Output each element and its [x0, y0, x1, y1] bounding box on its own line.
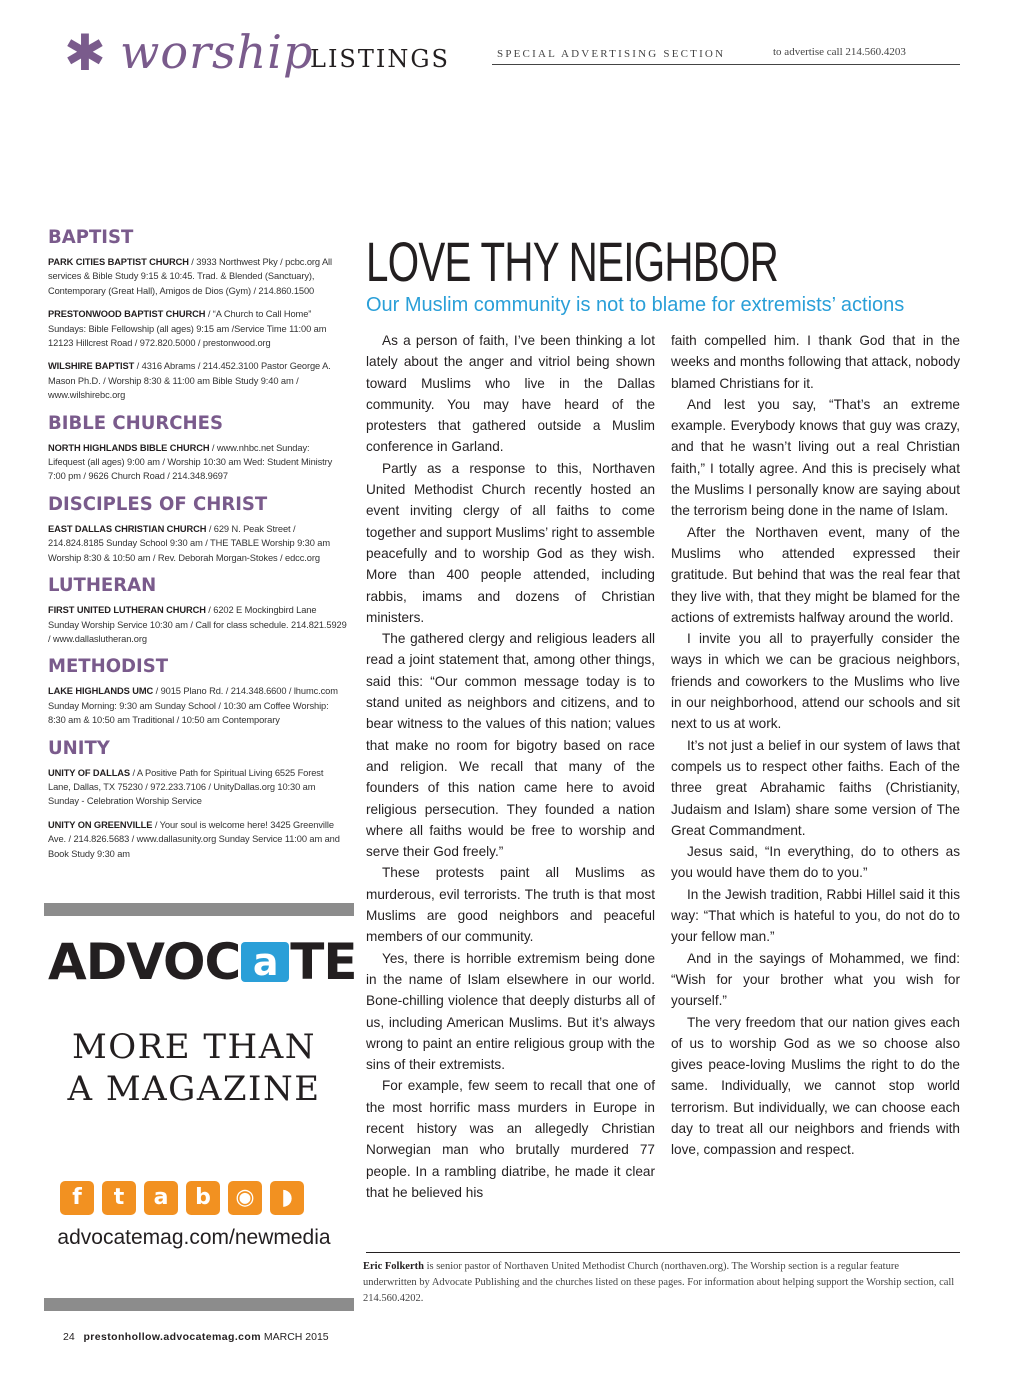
church-listing: [48, 603, 348, 646]
paragraph: And lest you say, “That’s an extreme example. Everybody knows that guy was crazy, and that he wasn’t living out a real Christian faith,” I totally agree. And this is precisely what the Muslims I personally know are saying about the terrorism being done in the name of Islam.: [671, 396, 960, 519]
church-details: / “A Church to Call Home” Sundays: Bible Fellowship (all ages) 9:15 am /Service Time 11:00 am 12123 Hillcrest Road / 972.820.5000 / prestonwood.org: [48, 309, 327, 349]
twitter-icon[interactable]: t: [102, 1181, 136, 1215]
paragraph: Partly as a response to this, Northaven United Methodist Church recently hosted an event inviting clergy of all faiths to come together and support Muslims’ right to assemble peacefully and to worship God as they wish. More than 400 people attended, including rabbis, imams and dozens of Christian ministers.: [366, 460, 655, 625]
paragraph: And in the sayings of Mohammed, we find: “Wish for your brother what you wish for yourself.”: [671, 950, 960, 1009]
church-details: / 6202 E Mockingbird Lane Sunday Worship Service 10:30 am / Call for class schedule. 214.821.5929 / www.dallaslutheran.org: [48, 605, 347, 644]
church-name: PARK CITIES BAPTIST CHURCH: [48, 257, 189, 267]
section-title-listings: LISTINGS: [310, 45, 450, 73]
blog-icon[interactable]: b: [186, 1181, 220, 1215]
paragraph: For example, few seem to recall that one of the most horrific mass murders in Europe in recent history was an allegedly Christian Norwegian man who brutally murdered 77 people. In a rambling diatribe, he made it clear that he believed his: [366, 1078, 655, 1200]
church-details: / 3933 Northwest Pky / pcbc.org All services & Bible Study 9:15 & 10:45. Trad. & Blended (Sanctuary), Contemporary (Great Hall), Amigos de Dios (Gym) / 214.860.1500: [48, 257, 332, 296]
church-name: WILSHIRE BAPTIST: [48, 361, 135, 372]
article-column-1: [366, 330, 655, 1203]
denomination-heading: METHODIST: [48, 655, 169, 678]
page-number: 24: [63, 1331, 75, 1343]
paragraph: The very freedom that our nation gives each of us to worship God as we so choose also gives peace-loving Muslims the right to do the same. Individually, we cannot stop world terrorism. But individually, we can choose each day to treat all our neighbors and friends with love, compassion and respect.: [671, 1014, 960, 1158]
advocate-logo: ADVOC a TE: [48, 933, 357, 991]
paragraph: faith compelled him. I thank God that in the weeks and months following that attack, nobody blamed Christians for it.: [671, 333, 960, 391]
church-listing: [48, 359, 348, 402]
church-name: NORTH HIGHLANDS BIBLE CHURCH: [48, 442, 210, 453]
advertise-contact: to advertise call 214.560.4203: [773, 46, 906, 58]
footer-site: prestonhollow.advocatemag.com: [83, 1331, 261, 1343]
paragraph: Yes, there is horrible extremism being done in the name of Islam elsewhere in our world. Bone-chilling violence that deeply disturbs all of us, including American Muslims. But it’s always wrong to paint an entire religious group with the sins of their extremists.: [366, 950, 655, 1073]
advocate-icon[interactable]: a: [144, 1181, 178, 1215]
ad-bottom-bar: [44, 1298, 354, 1311]
church-listing: [48, 255, 348, 298]
paragraph: These protests paint all Muslims as murderous, evil terrorists. The truth is that most Muslims are good neighbors and peaceful members of our community.: [366, 865, 655, 945]
church-name: PRESTONWOOD BAPTIST CHURCH: [48, 309, 206, 320]
church-listing: [48, 818, 348, 861]
paragraph: As a person of faith, I’ve been thinking a lot lately about the anger and vitriol being shown toward Muslims who live in the Dallas community. You may have heard of the protesters that gathered outside a Muslim conference in Garland.: [366, 333, 655, 455]
church-details: / www.nhbc.net Sunday: Lifequest (all ages) 9:00 am / Worship 10:30 am Wed: Student Ministry 7:00 pm / 9626 Church Road / 214.348.9697: [48, 442, 333, 482]
church-name: EAST DALLAS CHRISTIAN CHURCH: [48, 523, 207, 534]
church-details: / 9015 Plano Rd. / 214.348.6600 / lhumc.com Sunday Morning: 9:30 am Sunday School / 10:30 am Coffee Worship: 8:30 am & 10:50 am Traditional / 10:50 am Contemporary: [48, 686, 338, 726]
rss-icon[interactable]: ◗: [270, 1181, 304, 1215]
denomination-heading: LUTHERAN: [48, 574, 157, 597]
paragraph: The gathered clergy and religious leaders all read a joint statement that, among other things, said this: “Our common message today is to stand united as neighbors and citizens, and to bear witness to the values of this nation; values that make no room for bigotry based on race and religion. We recall that many of the founders of this nation came here to avoid religious persecution. They founded a nation where all faiths would be free to worship and serve their God freely.”: [366, 631, 655, 860]
denomination-heading: DISCIPLES OF CHRIST: [48, 492, 268, 515]
denomination-heading: UNITY: [48, 736, 110, 759]
church-details: / 4316 Abrams / 214.452.3100 Pastor George A. Mason Ph.D. / Worship 8:30 & 11:00 am Bible Study 9:40 am / www.wilshirebc.org: [48, 361, 331, 401]
paragraph: Jesus said, “In everything, do to others as you would have them do to you.”: [671, 844, 960, 881]
worship-listings: [48, 226, 348, 870]
church-name: FIRST UNITED LUTHERAN CHURCH: [48, 605, 206, 616]
church-listing: [48, 766, 348, 809]
church-details: / 629 N. Peak Street / 214.824.8185 Sunday School 9:30 am / THE TABLE Worship 9:30 am Worship 8:30 & 10:50 am / Rev. Deborah Morgan-Stokes / edcc.org: [48, 523, 331, 563]
newmedia-link[interactable]: advocatemag.com/newmedia: [57, 1226, 331, 1249]
article-title: LOVE THY NEIGHBOR: [366, 230, 778, 293]
denomination-heading: BAPTIST: [48, 226, 134, 248]
church-listing: [48, 684, 348, 727]
church-name: LAKE HIGHLANDS UMC: [48, 686, 154, 697]
denomination-heading: BIBLE CHURCHES: [48, 411, 223, 434]
page-footer: [63, 1331, 329, 1343]
article-subtitle: Our Muslim community is not to blame for extremists’ actions: [366, 294, 905, 316]
special-advertising-label: SPECIAL ADVERTISING SECTION: [497, 48, 726, 60]
header-rule: [492, 64, 960, 65]
facebook-icon[interactable]: f: [60, 1181, 94, 1215]
paragraph: In the Jewish tradition, Rabbi Hillel said it this way: “That which is hateful to you, do not do to your fellow man.”: [671, 886, 960, 945]
church-details: / A Positive Path for Spiritual Living 6525 Forest Lane, Dallas, TX 75230 / 972.233.7106 / UnityDallas.org 10:30 am Sunday - Celebration Worship Service: [48, 767, 324, 807]
paragraph: After the Northaven event, many of the Muslims who attended expressed their gratitude. But behind that was the real fear that they live with, that they might be blamed for the actions of extremists halfway around the world.: [671, 524, 960, 625]
church-name: UNITY ON GREENVILLE: [48, 819, 153, 830]
asterisk-icon: ✱: [64, 24, 106, 82]
paragraph: I invite you all to prayerfully consider the ways in which we can be gracious neighbors, friends and coworkers to the Muslims who live in our neighborhood, attend our schools and sit next to us at work.: [671, 631, 960, 732]
church-listing: [48, 307, 348, 350]
church-listing: [48, 441, 348, 484]
author-bio: Eric Folkerth is senior pastor of Northaven United Methodist Church (northaven.org). The Worship section is a regular feature underwritten by Advocate Publishing and the churches listed on these pages. For information about helping support the Worship section, call 214.560.4202.: [363, 1261, 955, 1304]
section-header: [60, 24, 960, 84]
podcast-icon[interactable]: ◉: [228, 1181, 262, 1215]
social-icons: [60, 1181, 330, 1217]
footer-issue: MARCH 2015: [263, 1331, 329, 1343]
article-column-2: [671, 330, 960, 1161]
church-listing: [48, 522, 348, 565]
paragraph: It’s not just a belief in our system of laws that compels us to respect other faiths. Each of the three great Abrahamic faiths (Christianity, Judaism and Islam) share some version of The Great Commandment.: [671, 737, 960, 838]
ad-tagline: MORE THAN A MAGAZINE: [67, 1027, 321, 1109]
section-title-worship: worship: [120, 25, 314, 79]
church-name: UNITY OF DALLAS: [48, 767, 130, 778]
ad-top-bar: [44, 903, 354, 916]
church-details: / Your soul is welcome here! 3425 Greenville Ave. / 214.826.5683 / www.dallasunity.org Sunday Service 11:00 am and Book Study 9:30 am: [48, 819, 340, 859]
bio-rule: [366, 1252, 960, 1253]
